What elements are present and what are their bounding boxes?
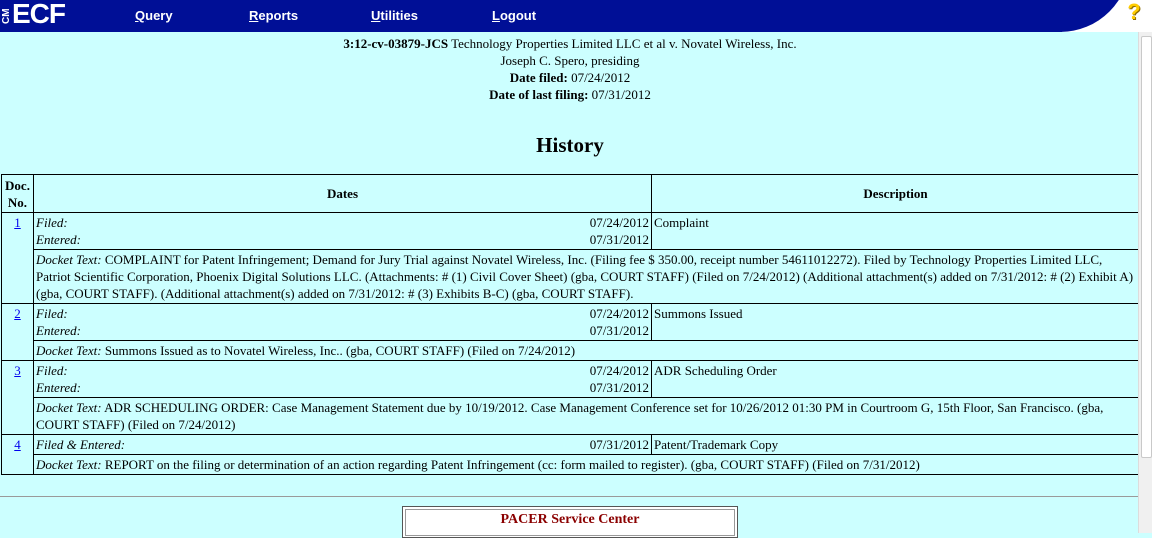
filed-entered-label: Filed & Entered: <box>36 437 126 452</box>
pacer-service-center-box <box>402 506 738 538</box>
nav-utilities-label: tilities <box>380 8 418 23</box>
case-title-line <box>0 35 1140 52</box>
table-row <box>2 304 1140 341</box>
nav-query-accesskey: Q <box>135 8 146 23</box>
cmecf-logo[interactable] <box>0 0 80 32</box>
entered-label: Entered: <box>36 323 81 338</box>
pacer-title: PACER Service Center <box>500 512 640 527</box>
date-filed-line <box>0 69 1140 86</box>
doc-number-cell <box>2 361 34 435</box>
docket-history-table <box>1 174 1140 475</box>
docket-text: COMPLAINT for Patent Infringement; Demand for Jury Trial against Novatel Wireless, Inc. (Filing fee $ 350.00, receipt number 54611012272). Filed by Technology Properties Limited LLC, Patriot Scientific Corporation, Phoenix Digital Solutions LLC. (Attachments: # (1) Civil Cover Sheet) (gba, COURT STAFF) (Filed on 7/24/2012) (Additional attachment(s) added on 7/31/2012: # (2) Exhibit A) (gba, COURT STAFF). (Additional attachment(s) added on 7/31/2012: # (3) Exhibits B-C) (gba, COURT STAFF). <box>36 252 1134 301</box>
description-cell: Summons Issued <box>652 304 1140 341</box>
entered-label: Entered: <box>36 380 81 395</box>
nav-query-label: uery <box>145 8 173 23</box>
docket-text-cell <box>34 455 1140 475</box>
dates-cell <box>34 361 652 398</box>
nav-utilities-link[interactable] <box>371 8 418 23</box>
filed-label: Filed: <box>36 306 68 321</box>
last-filing-label: Date of last filing: <box>489 87 589 102</box>
filed-entered-date: 07/31/2012 <box>589 437 649 452</box>
page-title: History <box>536 133 604 157</box>
description-cell: ADR Scheduling Order <box>652 361 1140 398</box>
docket-text-row <box>2 398 1140 435</box>
table-row <box>2 435 1140 455</box>
docket-text-row <box>2 455 1140 475</box>
last-filing-value: 07/31/2012 <box>591 87 651 102</box>
docket-text-row <box>2 250 1140 304</box>
filed-date: 07/24/2012 <box>589 306 649 321</box>
dates-cell <box>34 435 652 455</box>
docket-text-cell <box>34 341 1140 361</box>
filed-label: Filed: <box>36 363 68 378</box>
doc-link-3[interactable]: 3 <box>14 363 21 378</box>
doc-link-1[interactable]: 1 <box>14 215 21 230</box>
nav-query-link[interactable] <box>135 8 173 23</box>
doc-link-4[interactable]: 4 <box>14 437 21 452</box>
dates-cell <box>34 304 652 341</box>
last-filing-line <box>0 86 1140 103</box>
case-header <box>0 35 1140 103</box>
header-dates: Dates <box>34 175 652 213</box>
nav-reports-label: eports <box>258 8 299 23</box>
case-parties: Technology Properties Limited LLC et al v. Novatel Wireless, Inc. <box>451 36 797 51</box>
doc-number-cell <box>2 435 34 475</box>
entered-date: 07/31/2012 <box>589 232 649 247</box>
logo-ecf-text: ECF <box>12 0 65 29</box>
docket-text: Summons Issued as to Novatel Wireless, Inc.. (gba, COURT STAFF) (Filed on 7/24/2012) <box>104 343 576 358</box>
filed-date: 07/24/2012 <box>589 363 649 378</box>
logo-cm-text: CM <box>1 8 12 24</box>
nav-logout-accesskey: L <box>492 8 500 23</box>
case-number: 3:12-cv-03879-JCS <box>343 36 449 51</box>
docket-text: ADR SCHEDULING ORDER: Case Management Statement due by 10/19/2012. Case Management Conference set for 10/26/2012 01:30 PM in Courtroom G, 15th Floor, San Francisco. (gba, COURT STAFF) (Filed on 7/24/2012) <box>36 400 1104 432</box>
docket-text: REPORT on the filing or determination of an action regarding Patent Infringement (cc: form mailed to register). (gba, COURT STAFF) (Filed on 7/31/2012) <box>104 457 920 472</box>
header-description: Description <box>652 175 1140 213</box>
header-doc-no: Doc. No. <box>2 175 34 213</box>
doc-number-cell <box>2 213 34 304</box>
nav-reports-accesskey: R <box>249 8 259 23</box>
docket-text-label: Docket Text: <box>36 457 102 472</box>
filed-label: Filed: <box>36 215 68 230</box>
nav-logout-link[interactable] <box>492 8 536 23</box>
description-cell: Complaint <box>652 213 1140 250</box>
date-filed-label: Date filed: <box>509 70 568 85</box>
docket-text-label: Docket Text: <box>36 343 102 358</box>
nav-logout-label: ogout <box>499 8 537 23</box>
help-icon[interactable]: ? <box>1127 0 1141 24</box>
entered-date: 07/31/2012 <box>589 380 649 395</box>
doc-link-2[interactable]: 2 <box>14 306 21 321</box>
docket-text-label: Docket Text: <box>36 252 102 267</box>
case-presiding: Joseph C. Spero, presiding <box>500 53 640 68</box>
nav-reports-link[interactable] <box>249 8 298 23</box>
docket-text-label: Docket Text: <box>36 400 102 415</box>
pacer-box-inner <box>405 509 735 536</box>
table-row <box>2 213 1140 250</box>
doc-number-cell <box>2 304 34 361</box>
table-row <box>2 361 1140 398</box>
dates-cell <box>34 213 652 250</box>
filed-date: 07/24/2012 <box>589 215 649 230</box>
entered-date: 07/31/2012 <box>589 323 649 338</box>
footer-divider <box>0 496 1139 497</box>
table-header-row <box>2 175 1140 213</box>
entered-label: Entered: <box>36 232 81 247</box>
docket-text-cell <box>34 398 1140 435</box>
date-filed-value: 07/24/2012 <box>571 70 631 85</box>
top-navigation-bar <box>0 0 1152 32</box>
description-cell: Patent/Trademark Copy <box>652 435 1140 455</box>
docket-text-cell <box>34 250 1140 304</box>
scrollbar-thumb[interactable] <box>1141 36 1152 458</box>
nav-utilities-accesskey: U <box>371 8 381 23</box>
vertical-scrollbar[interactable] <box>1138 32 1152 533</box>
docket-text-row <box>2 341 1140 361</box>
